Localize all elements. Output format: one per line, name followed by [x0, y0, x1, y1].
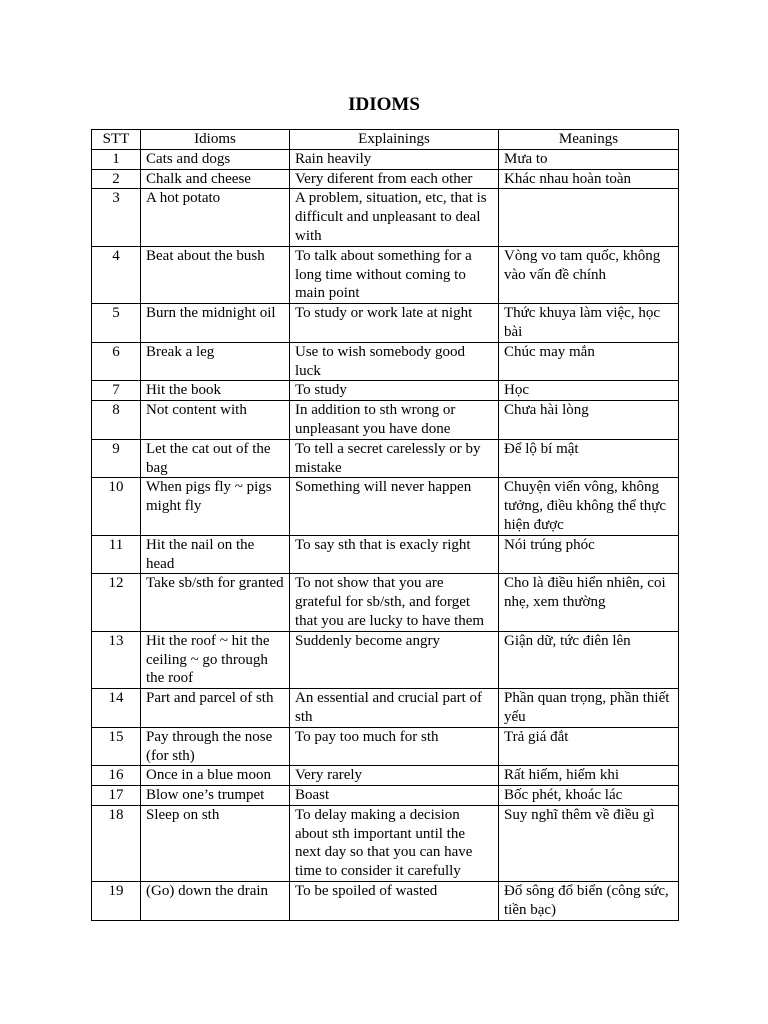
cell-explaining: To pay too much for sth — [290, 727, 499, 766]
table-row — [92, 304, 679, 343]
cell-stt: 16 — [92, 766, 141, 786]
table-row — [92, 689, 679, 728]
header-idioms: Idioms — [141, 130, 290, 150]
cell-stt: 14 — [92, 689, 141, 728]
table-row — [92, 574, 679, 631]
cell-meaning: Giận dữ, tức điên lên — [499, 631, 679, 688]
cell-stt: 3 — [92, 189, 141, 246]
cell-stt: 2 — [92, 169, 141, 189]
table-row — [92, 189, 679, 246]
cell-stt: 11 — [92, 535, 141, 574]
cell-stt: 13 — [92, 631, 141, 688]
cell-explaining: Something will never happen — [290, 478, 499, 535]
cell-explaining: To be spoiled of wasted — [290, 882, 499, 921]
cell-explaining: To not show that you are grateful for sb/sth, and forget that you are lucky to have them — [290, 574, 499, 631]
cell-meaning: Mưa to — [499, 149, 679, 169]
cell-idiom: Take sb/sth for granted — [141, 574, 290, 631]
cell-idiom: Pay through the nose (for sth) — [141, 727, 290, 766]
cell-meaning: Đổ sông đổ biển (công sức, tiền bạc) — [499, 882, 679, 921]
cell-idiom: Beat about the bush — [141, 246, 290, 303]
cell-meaning: Trả giá đắt — [499, 727, 679, 766]
cell-stt: 15 — [92, 727, 141, 766]
table-row — [92, 149, 679, 169]
cell-idiom: Not content with — [141, 401, 290, 440]
cell-stt: 18 — [92, 805, 141, 881]
page-title: IDIOMS — [348, 94, 420, 115]
table-row — [92, 631, 679, 688]
cell-meaning: Để lộ bí mật — [499, 439, 679, 478]
cell-explaining: To study — [290, 381, 499, 401]
cell-stt: 8 — [92, 401, 141, 440]
cell-idiom: Break a leg — [141, 342, 290, 381]
cell-meaning: Học — [499, 381, 679, 401]
table-row — [92, 342, 679, 381]
cell-explaining: To tell a secret carelessly or by mistake — [290, 439, 499, 478]
cell-meaning: Bốc phét, khoác lác — [499, 786, 679, 806]
cell-explaining: To talk about something for a long time without coming to main point — [290, 246, 499, 303]
cell-idiom: Cats and dogs — [141, 149, 290, 169]
cell-idiom: Burn the midnight oil — [141, 304, 290, 343]
cell-meaning: Phần quan trọng, phần thiết yếu — [499, 689, 679, 728]
table-row — [92, 439, 679, 478]
cell-idiom: A hot potato — [141, 189, 290, 246]
table-body — [92, 149, 679, 920]
table-row — [92, 381, 679, 401]
cell-idiom: When pigs fly ~ pigs might fly — [141, 478, 290, 535]
cell-stt: 1 — [92, 149, 141, 169]
cell-stt: 9 — [92, 439, 141, 478]
cell-idiom: Hit the nail on the head — [141, 535, 290, 574]
cell-meaning: Vòng vo tam quốc, không vào vấn đề chính — [499, 246, 679, 303]
cell-idiom: Hit the book — [141, 381, 290, 401]
idioms-table — [91, 129, 679, 921]
cell-explaining: An essential and crucial part of sth — [290, 689, 499, 728]
table-row — [92, 805, 679, 881]
cell-meaning: Khác nhau hoàn toàn — [499, 169, 679, 189]
cell-stt: 17 — [92, 786, 141, 806]
table-row — [92, 786, 679, 806]
cell-stt: 12 — [92, 574, 141, 631]
cell-meaning: Chưa hài lòng — [499, 401, 679, 440]
table-row — [92, 535, 679, 574]
cell-stt: 7 — [92, 381, 141, 401]
cell-meaning: Suy nghĩ thêm về điều gì — [499, 805, 679, 881]
cell-idiom: Chalk and cheese — [141, 169, 290, 189]
cell-stt: 4 — [92, 246, 141, 303]
cell-explaining: To study or work late at night — [290, 304, 499, 343]
cell-idiom: Sleep on sth — [141, 805, 290, 881]
cell-meaning — [499, 189, 679, 246]
cell-meaning: Thức khuya làm việc, học bài — [499, 304, 679, 343]
cell-explaining: Very diferent from each other — [290, 169, 499, 189]
header-explainings: Explainings — [290, 130, 499, 150]
cell-explaining: To delay making a decision about sth important until the next day so that you can have time to consider it carefully — [290, 805, 499, 881]
cell-idiom: (Go) down the drain — [141, 882, 290, 921]
cell-stt: 6 — [92, 342, 141, 381]
header-meanings: Meanings — [499, 130, 679, 150]
cell-explaining: Boast — [290, 786, 499, 806]
table-row — [92, 882, 679, 921]
cell-explaining: Suddenly become angry — [290, 631, 499, 688]
cell-meaning: Chúc may mắn — [499, 342, 679, 381]
table-row — [92, 169, 679, 189]
cell-idiom: Once in a blue moon — [141, 766, 290, 786]
table-row — [92, 246, 679, 303]
cell-explaining: To say sth that is exacly right — [290, 535, 499, 574]
table-row — [92, 401, 679, 440]
header-stt: STT — [92, 130, 141, 150]
table-row — [92, 478, 679, 535]
cell-explaining: Rain heavily — [290, 149, 499, 169]
header-row — [92, 130, 679, 150]
cell-stt: 5 — [92, 304, 141, 343]
cell-explaining: In addition to sth wrong or unpleasant you have done — [290, 401, 499, 440]
cell-idiom: Hit the roof ~ hit the ceiling ~ go through the roof — [141, 631, 290, 688]
cell-meaning: Nói trúng phóc — [499, 535, 679, 574]
table-row — [92, 766, 679, 786]
cell-explaining: A problem, situation, etc, that is difficult and unpleasant to deal with — [290, 189, 499, 246]
cell-idiom: Part and parcel of sth — [141, 689, 290, 728]
cell-meaning: Rất hiếm, hiếm khi — [499, 766, 679, 786]
cell-explaining: Use to wish somebody good luck — [290, 342, 499, 381]
cell-explaining: Very rarely — [290, 766, 499, 786]
cell-stt: 10 — [92, 478, 141, 535]
cell-meaning: Chuyện viển vông, không tưởng, điều không thể thực hiện được — [499, 478, 679, 535]
cell-idiom: Blow one’s trumpet — [141, 786, 290, 806]
cell-idiom: Let the cat out of the bag — [141, 439, 290, 478]
table-header — [92, 130, 679, 150]
cell-meaning: Cho là điều hiển nhiên, coi nhẹ, xem thường — [499, 574, 679, 631]
cell-stt: 19 — [92, 882, 141, 921]
table-row — [92, 727, 679, 766]
